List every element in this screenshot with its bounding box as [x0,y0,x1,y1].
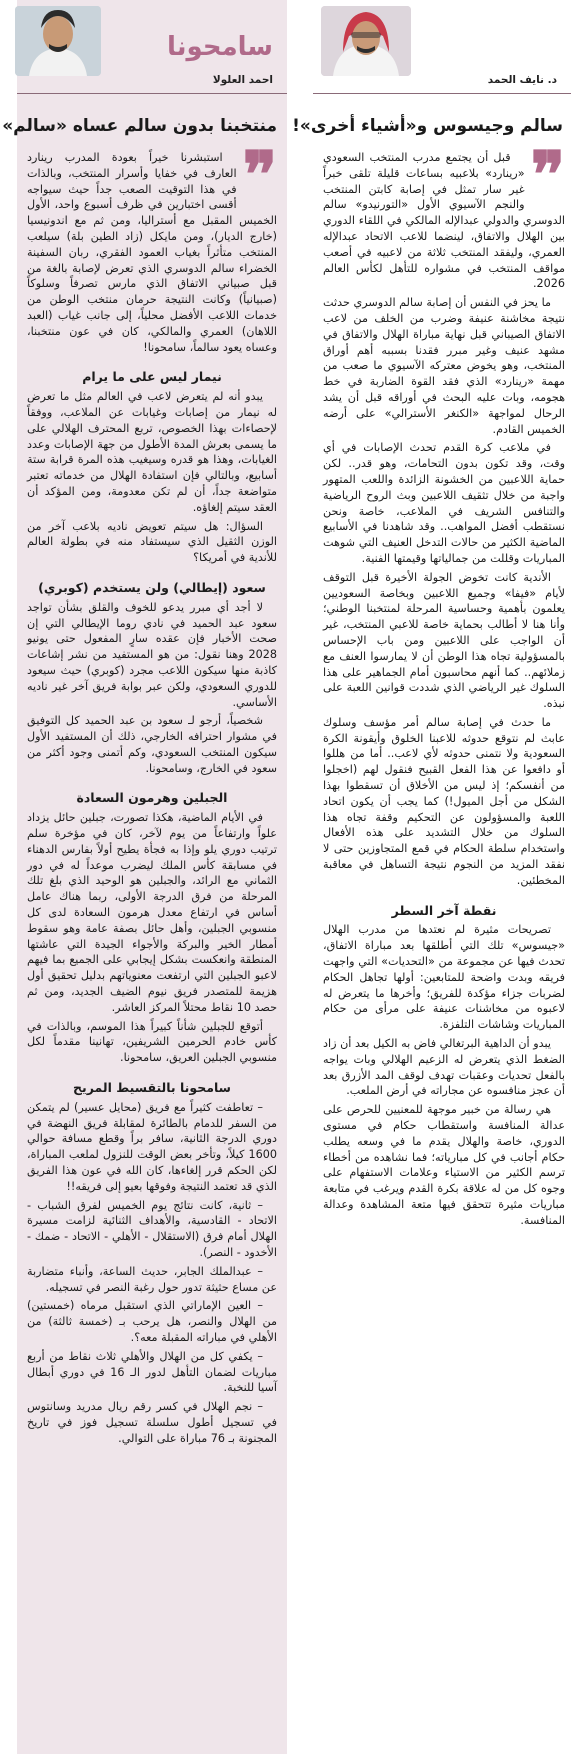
intro-paragraph: استبشرنا خيراً بعودة المدرب رينارد العارف في خفايا وأسرار المنتخب، وبالذات في هذا التوقيت الصعب جداً حيث سيواجه أقسى اختبارين في ظرف أسبوع واحد، الأول الخميس المقبل مع أستراليا، ومن ثم مع اندونيسيا (خارج الديار)، ومن مايكل (زاد الطين بلة) سيلعب المنتخب متأثراً بغياب العمود الفقري، ربان السفينة الخضراء سالم الدوسري الذي تعرض لإصابة بالغة من قبل صبياني الاتفاق الذي مارس تصرفاً وسلوكاً (صبيانياً) وكانت النتيجة حرمان منتخب الوطن من خدمات اللاعب الأفضل محلياً، إلى جانب غياب (العبد اللاهان) العمري والمالكي، كان في عون منتخبنا، وعساه يعود سالماً، سامحونا! [27,151,277,354]
header-rule-right [313,93,571,94]
paragraph: يبدو أن الداهية البرتغالي فاض به الكيل بعد أن زاد الضغط الذي يتعرض له الزعيم الهلالي وبات يواجه بالفعل تحديات وعقبات تهدف لوقف المد الأزرق بعد أن عجز منافسوه عن مجاراته في أرض الملعب. [323,1037,565,1098]
header-rule-left [17,93,287,94]
paragraph: ما يحز في النفس أن إصابة سالم الدوسري حدثت نتيجة مخاشنة عنيفة وضرب من الخلف من لاعب الاتفاق الصيباني قبل نهاية مباراة الهلال والاتفاق في مشهد عنيف وغير مبرر فقدنا بسببه أهم أوراق المنتخب، وهو يخوض معتركه الآسيوي ما صعب من مهمة «رينارد» الذي فقد القوة الضاربة في خط هجومه، وبات عليه البحث في أوراقه قبل أن يشد الرحال لمواجهة «الكنغر الأسترالي» على أرضه الخميس القادم. [323,296,565,436]
article-body-left [27,138,277,1450]
quote-mark-icon: ❞ [242,138,277,213]
subheading: سامحونا بالتقسيط المريح [73,1080,231,1096]
paragraph: أتوقع للجبلين شأناً كبيراً هذا الموسم، وبالذات في كأس خادم الحرمين الشريفين، تهانينا مقدماً لكل منسوبي الجبلين العريق، سامحونا. [27,1019,277,1065]
list-item: – ثانية، كانت نتائج يوم الخميس لفرق الشباب - الاتحاد - القادسية، والأهداف الثنائية لزامت مسيرة الهلال أمام فرق (الاستقلال - الأهلي - الاتحاد - ضمك - الأخدود - النصر). [27,1198,277,1259]
author-name-right: د. نايف الحمد [487,74,557,86]
right-column [292,0,571,1754]
list-item: – يكفي كل من الهلال والأهلي ثلاث نقاط من أربع مباريات لضمان التأهل لدور الـ 16 في دوري أبطال آسيا للنخبة. [27,1349,277,1395]
list-item: – نجم الهلال في كسر رقم ريال مدريد وسانتوس في تسجيل أطول سلسلة تسجيل فوز في تاريخ المجنونة بـ 76 مباراة على التوالي. [27,1400,277,1445]
article-body-right [323,138,565,1232]
paragraph: هي رسالة من خبير موجهة للمعنيين للحرص على عدالة المنافسة واستقطاب حكام في مستوى الدوري، خاصة والهلال يقدم ما في وسعه يطلب حكام أجانب في كل مبارياته؛ فما نشاهده من أخطاء ترسم الكثير من الاستياء وعلامات الاستفهام على وجوه كل من له علاقة بكرة القدم ويرغب في متابعة مباريات مثيرة تتحقق فيها متعة المشاهدة وعدالة المنافسة. [323,1103,565,1227]
paragraph: في ملاعب كرة القدم تحدث الإصابات في أي وقت، وقد تكون بدون التحامات، وهو قدر.. لكن حماية اللاعبين من الخشونة الزائدة واللعب المتهور واجبة من خلال تثقيف اللاعبين وبث الروح الرياضية والتنافس الشريف في الملاعب، خاصة ونحن نستقطب أفضل المواهب.. وقد شاهدنا في الأسابيع الماضية الكثير من حالات التدخل العنيف التي شوهت المباريات وقللت من جمالياتها وقيمتها الفنية. [323,441,565,565]
paragraph: تصريحات مثيرة لم نعتدها من مدرب الهلال «جيسوس» تلك التي أطلقها بعد مباراة الاتفاق، تحدث فيها عن مجموعة من «التحديات» التي واجهت فريقه وبدت واضحة للمتابعين: أولها تجاهل الحكام لضربات جزاء مؤكدة للفريق؛ وأخرها ما يتعرض له لاعبوه من مخاشنات عنيفة على مرأى من حكام المباريات وشاشات التلفزة. [323,923,565,1032]
list-item: – العين الإماراتي الذي استقبل مرماه (خمستين) من الهلال والنصر، هل يرحب بـ (خمسة ثالثة) من الأهلي في مباراته المقبلة معه؟. [27,1299,277,1344]
subheading: نقطة آخر السطر [391,902,497,918]
author-name-left: احمد العلولا [212,74,273,86]
left-column [2,0,287,1754]
subheading: نيمار ليس على ما يرام [82,369,222,385]
quote-mark-icon: ❞ [530,138,565,213]
paragraph: لا أجد أي مبرر يدعو للخوف والقلق بشأن تواجد سعود عبد الحميد في نادي روما الإيطالي التي إن صحت الأخبار فإن عقده سارٍ المفعول حتى يونيو 2028 وهنا نقول: من هو المستفيد من نشر إشاعات كاذبة منها سيكون اللاعب مجرد (كوبري) حيث سيعود للدوري السعودي، ولكن عبر بوابة فريق آخر غير ناديه الأساسي. [27,600,277,709]
paragraph: السؤال: هل سيتم تعويض ناديه بلاعب آخر من الوزن الثقيل الذي سيستفاد منه في بطولة العالم للأندية في أمريكا؟ [27,519,277,565]
paragraph: شخصياً، أرجو لـ سعود بن عبد الحميد كل التوفيق في مشوار احترافه الخارجي، ذلك أن المستفيد الأول سيكون المنتخب السعودي، وكم أتمنى وجود أكثر من سعود في الخارج، وسامحونا. [27,714,277,775]
subheading: سعود (إيطالي) ولن يستخدم (كوبري) [38,579,266,595]
paragraph: في الأيام الماضية، هكذا تصورت، جبلين حائل يزداد علواً وارتفاعاً من يوم لآخر، كان في مؤخرة سلم ترتيب دوري يلو وإذا به فجأة يطيح أولاً بفارس الدهناء في مسابقة كأس الملك ليضرب موعداً له في دور الثماني مع الرائد، والجبلين هو الوحيد الذي بلغ تلك المرحلة من فرق الدرجة الأولى، ربما هناك عامل أساس في ارتفاع معدل هرمون السعادة لدى كل منسوبي الجبلين، وأهل حائل بصفة عامة وهو سقوط أمطار الخير والبركة والأجواء الجيدة التي عاشتها المنطقة وانعكست بشكل إيجابي على الجميع بما فيهم لاعبو الجبلين التي ارتفعت معنوياتهم بدليل تحقيق أول هزيمة للمتصدر فريق نيوم الضيف الجديد، ومن ثم حصد 10 نقاط محتلاً المركز العاشر. [27,811,277,1014]
author-photo-right [321,6,411,76]
subheading: الجبلين وهرمون السعادة [76,790,228,806]
list-item: – تعاطفت كثيراً مع فريق (محايل عسير) لم يتمكن من السفر للدمام بالطائرة لمقابلة فريق النهضة في دوري الدرجة الثانية، سافر براً وقطع مسافة حوالي 1600 كيلاً، وتأخر بعض الوقت للنزول لملعب المباراة، لكن الحكم قرر إلغاءها، كان الله في عون هذا الفريق الذي قد تعتمد النتيجة وفوقها بعيو إلى فريقه!! [27,1100,277,1193]
section-name: سامحونا [167,32,273,62]
article-title-right: سالم وجيسوس و«أشياء أخرى»! [292,116,563,136]
paragraph: الأندية كانت تخوض الجولة الأخيرة قبل التوقف لأيام «فيفا» وجميع اللاعبين وبخاصة السعوديين يعلمون بأهمية وحساسية المرحلة لمنتخبنا الوطني؛ وأنا هنا لا أطالب بحماية خاصة للاعبي المنتخب، غير أن الواجب على اللاعبين ومن باب الإحساس بالمسؤولية تجاه هذا الوطن أن لا يمارسوا العنف مع زملائهم.. كما أنهم محاسبون أمام الجماهير على هذا السلوك غير الرياضي الذي شددت قوانين اللعبة على نبذه. [323,570,565,711]
paragraph: يبدو أنه لم يتعرض لاعب في العالم مثل ما تعرض له نيمار من إصابات وغيابات عن الملاعب، ووفقاً لإحصاءات بهذا الخصوص، تربع المحترف الهلالي على ما يسمى بعرش المدة الأطول من جهة الإصابات وعدد الغيابات، وهذا هو قدره وسيغيب هذه المرة قرابة ستة أسابيع، وبالتالي فإن استفادة الهلال من خدماته تعتبر متواضعة جداً، أن لم تكن معدومة، ومن المؤكد أن العقد سيتم إلغاؤه. [27,390,277,514]
author-photo-left [15,6,101,76]
article-title-left: منتخبنا بدون سالم عساه «سالم» [2,116,277,136]
paragraph: ما حدث في إصابة سالم أمر مؤسف وسلوك عابث لم نتوقع حدوثه للاعبنا الخلوق وأيقونة الكرة السعودية ولا نتمنى حدوثه لأي لاعب.. أما من هللوا أو دافعوا عن هذا الفعل القبيح فنقول لهم (اخجلوا من أنفسكم؛ إذ ليس من الأخلاق أن تسقطوا بهذا الشكل من أجل الميول!) كما يجب أن يكون اتحاد اللعبة والمسؤولون عن التحكيم وقفة تجاه هذا السلوك من خلال التشديد على هذه الأفعال واستخدام سلطة الحكام في قمع المتجاوزين حتى لا نفقد المزيد من النجوم نتيجة التساهل في معاقبة المخطئين. [323,715,565,887]
list-item: – عبدالملك الجابر، حديث الساعة، وأنباء متضاربة عن مساع حثيثة تدور حول رغبة النصر في تسجيله. [27,1264,277,1294]
paragraph: قبل أن يجتمع مدرب المنتخب السعودي «رينارد» بلاعبيه بساعات قليلة تلقى خبراً غير سار تمثل في إصابة كابتن المنتخب والنجم الآسيوي الأول «التورنيدو» سالم الدوسري والدولي عبدالإله المالكي في اللقاء الدوري بين الهلال والاتفاق، لينضما للاعب الاتحاد عبدالإله العمري، وليفقد المنتخب ثلاثة من لاعبيه في أصعب مواقف المنتخب في مشواره للتأهل لكأس العالم 2026. [323,151,565,291]
